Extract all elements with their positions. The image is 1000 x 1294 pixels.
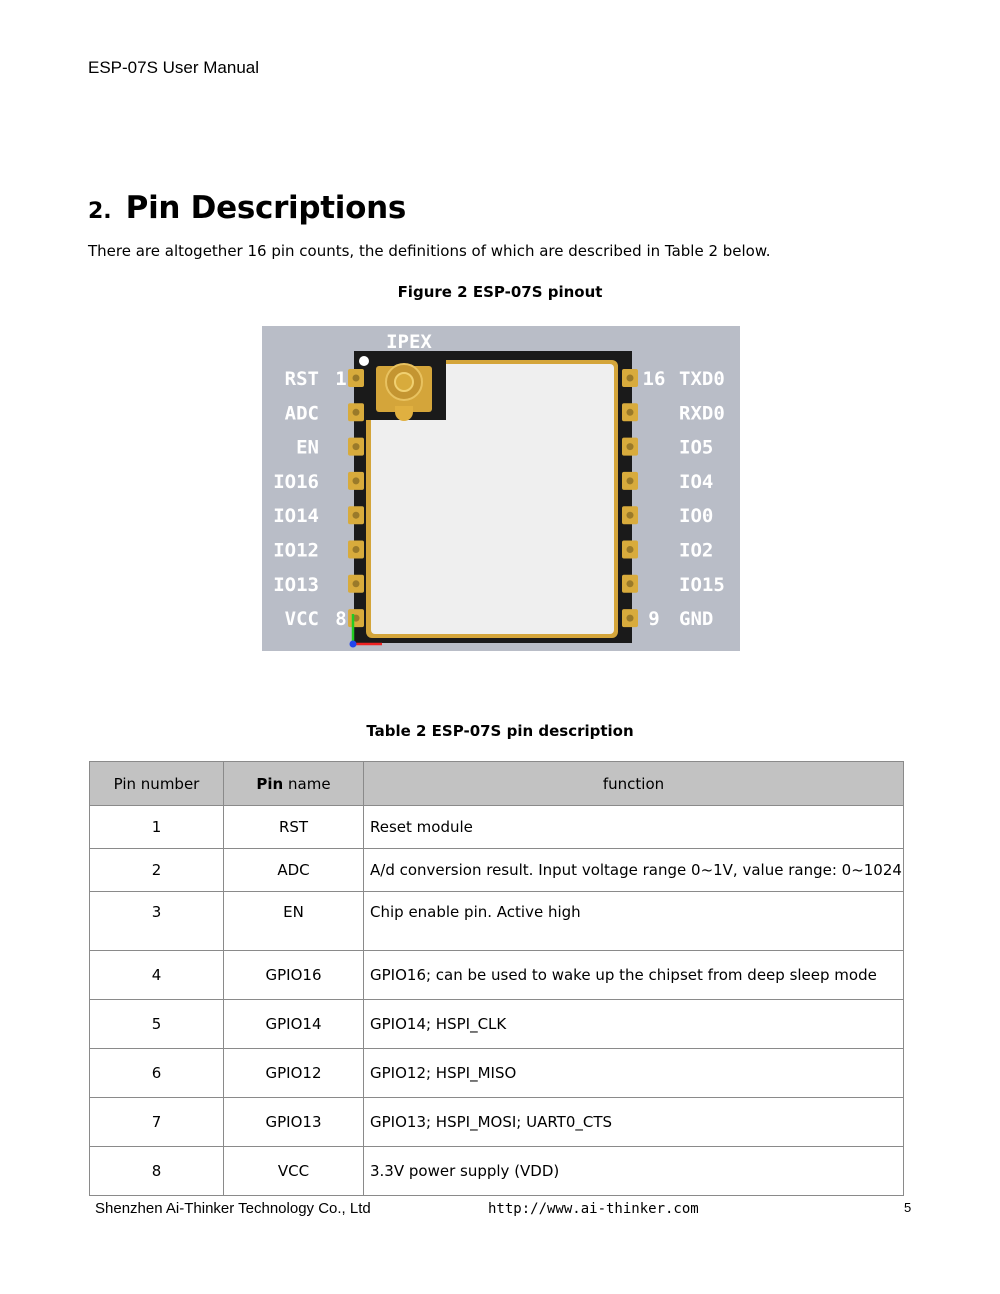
pin-function-cell: GPIO13; HSPI_MOSI; UART0_CTS: [364, 1098, 904, 1147]
pin-number-cell: 1: [90, 806, 224, 849]
left-pin-label: IO12: [273, 539, 319, 562]
right-pin-label: IO4: [679, 470, 714, 493]
pin-name-cell: ADC: [224, 849, 364, 892]
pin-function-cell: GPIO12; HSPI_MISO: [364, 1049, 904, 1098]
right-pin-number: 9: [648, 608, 660, 631]
header-pin-number: Pin number: [90, 762, 224, 806]
left-pin-hole-2: [353, 409, 360, 416]
pin-name-cell: GPIO14: [224, 1000, 364, 1049]
section-intro: There are altogether 16 pin counts, the definitions of which are described in Table 2 below.: [88, 242, 771, 260]
pinout-figure: [262, 326, 740, 651]
right-pin-label: RXD0: [679, 402, 725, 425]
left-pin-number: 8: [335, 608, 347, 631]
right-pin-label: IO5: [679, 436, 714, 459]
left-pin-hole-5: [353, 512, 360, 519]
pin-name-cell: RST: [224, 806, 364, 849]
right-pin-hole-3: [627, 443, 634, 450]
right-pin-hole-4: [627, 477, 634, 484]
antenna-label: IPEX: [386, 331, 432, 353]
header-pin-name-rest: name: [283, 774, 331, 793]
pinout-diagram: [262, 326, 740, 651]
left-pin-label: IO13: [273, 573, 319, 596]
table-row: [90, 806, 904, 849]
right-pin-label: IO0: [679, 505, 714, 528]
pin-function-cell: Chip enable pin. Active high: [364, 892, 904, 951]
pin-number-cell: 3: [90, 892, 224, 951]
table-row: [90, 892, 904, 951]
left-pin-hole-6: [353, 546, 360, 553]
pin-function-cell: A/d conversion result. Input voltage range 0~1V, value range: 0~1024: [364, 849, 904, 892]
pin-number-cell: 4: [90, 951, 224, 1000]
left-pin-hole-1: [353, 375, 360, 382]
left-pin-label: ADC: [284, 402, 319, 425]
pin-name-cell: VCC: [224, 1147, 364, 1196]
table-row: [90, 951, 904, 1000]
pin-number-cell: 6: [90, 1049, 224, 1098]
figure-caption: Figure 2 ESP-07S pinout: [397, 283, 603, 301]
right-pin-hole-1: [627, 375, 634, 382]
pin-name-cell: GPIO16: [224, 951, 364, 1000]
right-pin-label: IO2: [679, 539, 714, 562]
table-row: [90, 1098, 904, 1147]
header-pin-name: [224, 762, 364, 806]
right-pin-hole-7: [627, 580, 634, 587]
section-title: Pin Descriptions: [125, 190, 407, 226]
pin-number-cell: 2: [90, 849, 224, 892]
left-pin-hole-4: [353, 477, 360, 484]
right-pin-group: [622, 368, 725, 630]
pin-number-cell: 5: [90, 1000, 224, 1049]
ipex-connector: [372, 360, 442, 421]
right-pin-hole-5: [627, 512, 634, 519]
left-pin-number: 1: [335, 368, 347, 390]
table-header-row: [90, 762, 904, 806]
left-pin-hole-3: [353, 443, 360, 450]
right-pin-hole-6: [627, 546, 634, 553]
right-pin-label: TXD0: [679, 368, 725, 390]
pin-description-table: [89, 761, 904, 1196]
footer-company: Shenzhen Ai-Thinker Technology Co., Ltd: [95, 1200, 371, 1217]
pin-function-cell: GPIO16; can be used to wake up the chipset from deep sleep mode: [364, 951, 904, 1000]
right-pin-hole-2: [627, 409, 634, 416]
page-header-title: ESP-07S User Manual: [88, 58, 260, 77]
table-row: [90, 1049, 904, 1098]
table-row: [90, 849, 904, 892]
header-pin-name-bold: Pin: [256, 774, 284, 793]
pin1-marker-dot: [359, 356, 369, 366]
right-pin-label: IO15: [679, 573, 725, 596]
footer-url-link[interactable]: http://www.ai-thinker.com: [488, 1201, 699, 1217]
table-caption: Table 2 ESP-07S pin description: [366, 722, 634, 740]
pin-number-cell: 7: [90, 1098, 224, 1147]
left-pin-label: IO16: [273, 470, 319, 493]
section-number: 2.: [88, 199, 112, 224]
table-row: [90, 1000, 904, 1049]
pin-name-cell: EN: [224, 892, 364, 951]
pin-function-cell: Reset module: [364, 806, 904, 849]
page-number: 5: [904, 1200, 912, 1215]
left-pin-label: IO14: [273, 505, 319, 528]
pin-name-cell: GPIO12: [224, 1049, 364, 1098]
section-heading: [88, 190, 406, 226]
right-pin-number: 16: [642, 368, 666, 390]
pin-function-cell: 3.3V power supply (VDD): [364, 1147, 904, 1196]
right-pin-hole-8: [627, 615, 634, 622]
pin-function-cell: GPIO14; HSPI_CLK: [364, 1000, 904, 1049]
table-row: [90, 1147, 904, 1196]
left-pin-label: EN: [296, 436, 319, 459]
right-pin-label: GND: [679, 608, 714, 631]
header-function: function: [364, 762, 904, 806]
pin-name-cell: GPIO13: [224, 1098, 364, 1147]
left-pin-group: [273, 368, 364, 630]
pin-number-cell: 8: [90, 1147, 224, 1196]
left-pin-hole-7: [353, 580, 360, 587]
left-pin-label: VCC: [284, 608, 319, 631]
left-pin-label: RST: [284, 368, 319, 390]
